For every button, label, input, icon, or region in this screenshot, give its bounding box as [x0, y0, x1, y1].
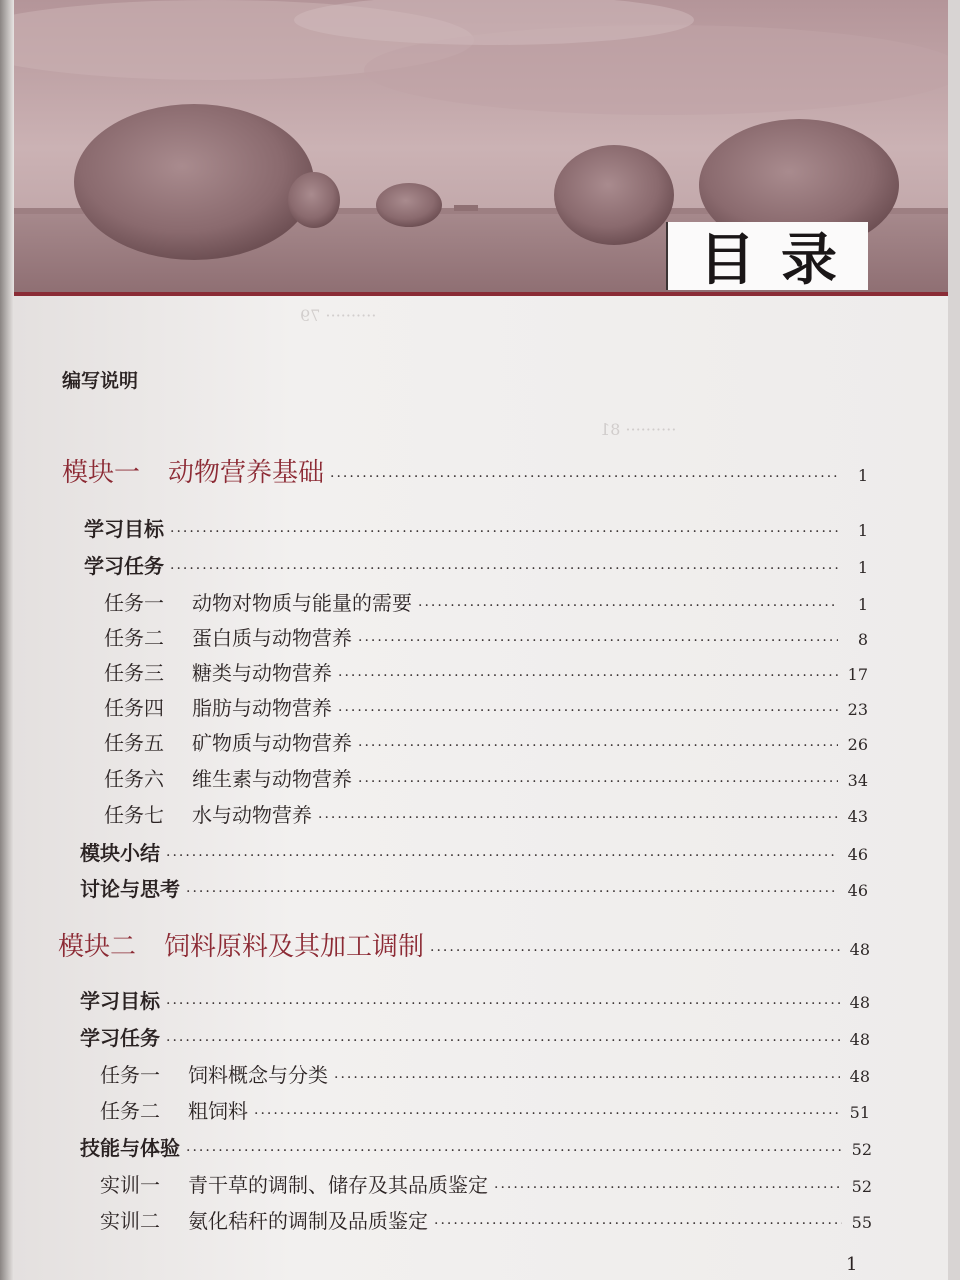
page-ref: 1 [857, 521, 868, 540]
leader-dots [338, 703, 838, 719]
page-ref: 55 [851, 1213, 872, 1232]
leader-dots [254, 1106, 840, 1122]
leader-dots [186, 884, 838, 900]
toc-training[interactable]: 实训二 氨化秸秆的调制及品质鉴定 ····· 55 [100, 1205, 872, 1234]
page-title: 目录 [699, 228, 863, 293]
toc-task[interactable]: 任务五 矿物质与动物营养 ····· 26 [104, 727, 868, 756]
page-ref: 1 [857, 558, 868, 577]
page-ref: 43 [847, 807, 868, 826]
module-1-title: 模块一 动物营养基础 [62, 458, 325, 488]
toc-module-1[interactable] [62, 452, 868, 489]
show-through-text: ·········· 81 [600, 420, 677, 439]
page-ref: 48 [849, 1030, 870, 1049]
module-2-title: 模块二 饲料原料及其加工调制 [58, 932, 425, 962]
page-number: 1 [846, 1254, 858, 1275]
page-ref: 46 [847, 845, 868, 864]
page-ref: 23 [847, 700, 868, 719]
page-ref: 1 [857, 595, 868, 614]
leader-dots [494, 1180, 842, 1196]
toc-learning-task[interactable]: 学习任务 ····· 1 [84, 550, 868, 579]
leader-dots [418, 598, 838, 614]
leader-dots [334, 1070, 840, 1086]
toc-skills-experience[interactable]: 技能与体验 ····· 52 [80, 1132, 872, 1161]
page-ref: 46 [847, 881, 868, 900]
page-ref: 52 [851, 1140, 872, 1159]
leader-dots [358, 633, 838, 649]
page-ref: 34 [847, 771, 868, 790]
page-ref: 51 [849, 1103, 870, 1122]
leader-dots [338, 668, 838, 684]
toc-task[interactable]: 任务四 脂肪与动物营养 ····· 23 [104, 692, 868, 721]
toc-task[interactable]: 任务六 维生素与动物营养 ····· 34 [104, 763, 868, 792]
toc-learning-goal[interactable]: 学习目标 ····· 48 [80, 985, 870, 1014]
leader-dots [170, 524, 838, 540]
leader-dots [434, 1216, 842, 1232]
toc-discussion[interactable]: 讨论与思考 ····· 46 [80, 873, 868, 902]
toc-task[interactable]: 任务一 动物对物质与能量的需要 ····· 1 [104, 587, 868, 616]
page-ref: 48 [849, 993, 870, 1012]
toc-learning-goal[interactable]: 学习目标 ····· 1 [84, 513, 868, 542]
toc-task[interactable]: 任务二 蛋白质与动物营养 ····· 8 [104, 622, 868, 651]
page-ref: 26 [847, 735, 868, 754]
page-ref: 17 [847, 665, 868, 684]
right-page-edge [948, 0, 960, 1280]
toc-module-2[interactable] [58, 926, 870, 963]
page-ref: 52 [851, 1177, 872, 1196]
leader-dots [170, 561, 838, 577]
toc-task[interactable]: 任务一 饲料概念与分类 ····· 48 [100, 1059, 870, 1088]
page-ref: 1 [857, 466, 868, 485]
page-ref: 48 [849, 940, 870, 959]
toc-training[interactable]: 实训一 青干草的调制、储存及其品质鉴定 ····· 52 [100, 1169, 872, 1198]
leader-dots [166, 1033, 840, 1049]
toc-task[interactable]: 任务三 糖类与动物营养 ····· 17 [104, 657, 868, 686]
leader-dots [330, 469, 838, 485]
leader-dots [318, 810, 838, 826]
toc-task[interactable]: 任务二 粗饲料 ····· 51 [100, 1095, 870, 1124]
leader-dots [186, 1143, 842, 1159]
leader-dots [358, 774, 838, 790]
title-box [668, 222, 868, 293]
show-through-text: ·········· 79 [300, 306, 377, 325]
leader-dots [358, 738, 838, 754]
toc-learning-task[interactable]: 学习任务 ····· 48 [80, 1022, 870, 1051]
toc-module-summary[interactable]: 模块小结 ····· 46 [80, 837, 868, 866]
page-ref: 8 [857, 630, 868, 649]
leader-dots [430, 943, 840, 959]
leader-dots [166, 996, 840, 1012]
page-ref: 48 [849, 1067, 870, 1086]
leader-dots [166, 848, 838, 864]
toc-intro-entry[interactable]: 编写说明 [62, 370, 139, 392]
toc-task[interactable]: 任务七 水与动物营养 ····· 43 [104, 799, 868, 828]
